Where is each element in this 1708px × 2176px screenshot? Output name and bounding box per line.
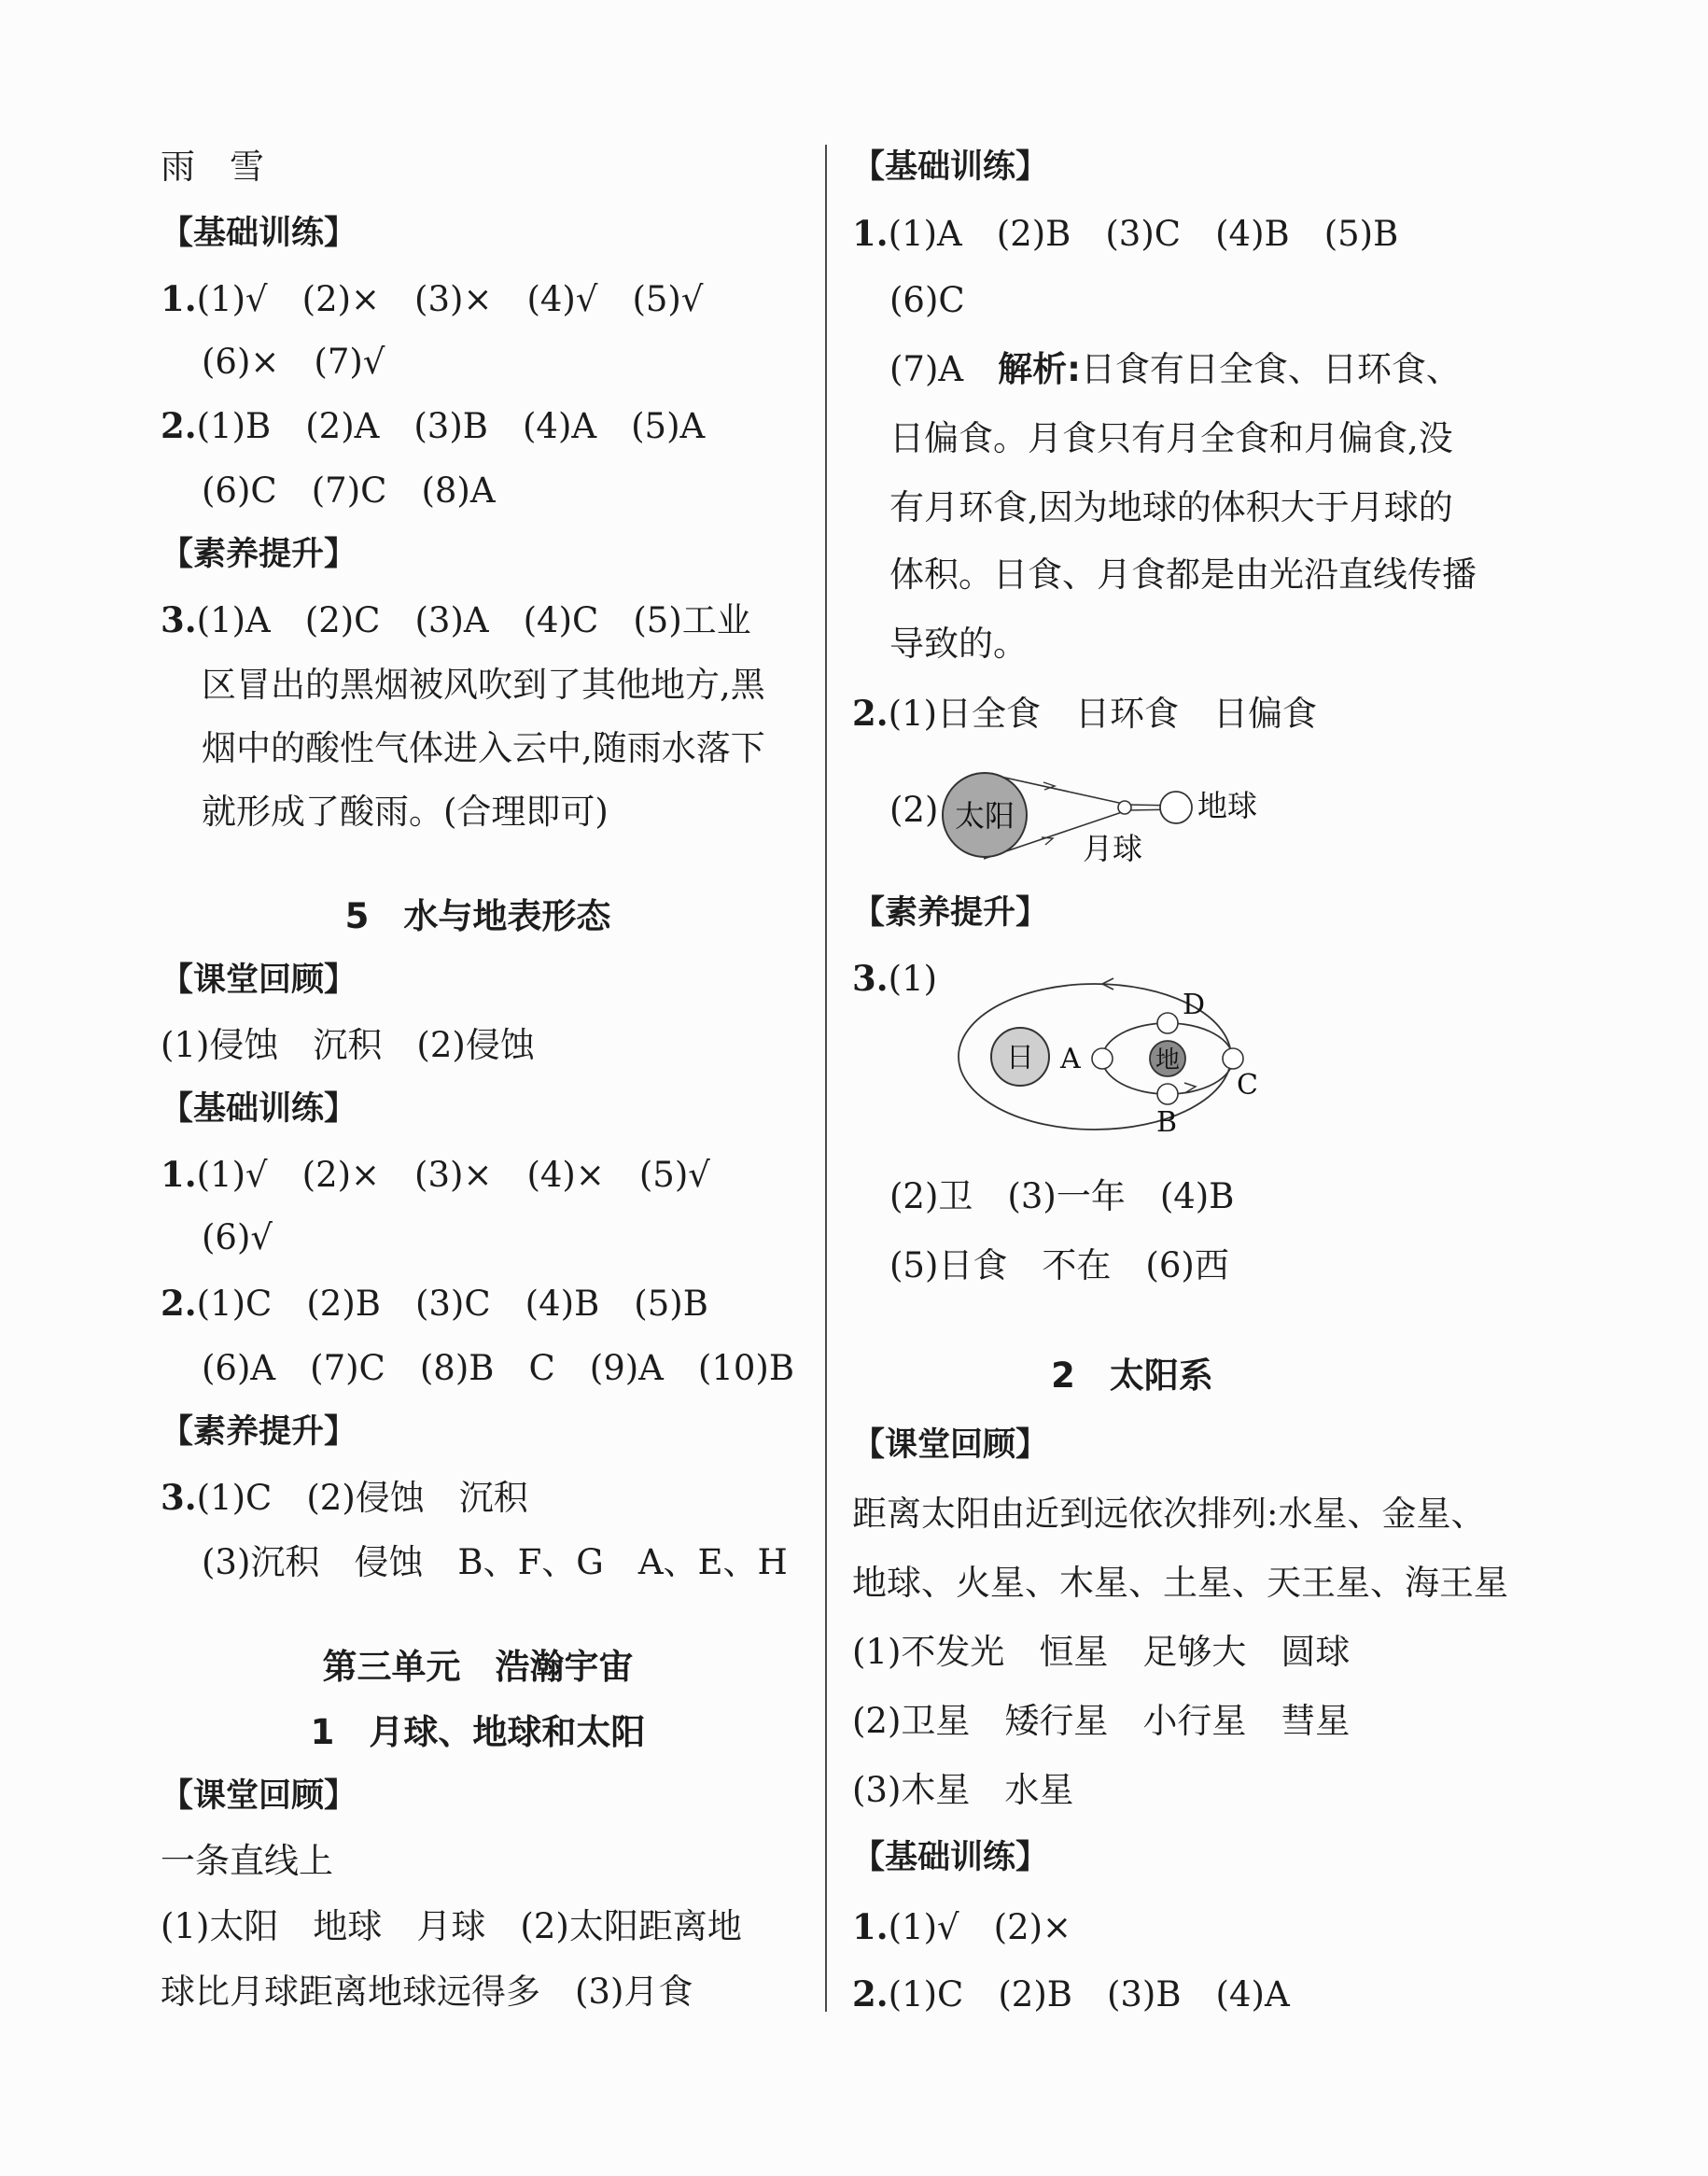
section-label: 【基础训练】 <box>852 1839 1049 1876</box>
answer-line: (3)沉积 侵蚀 B、F、G A、E、H <box>202 1542 788 1582</box>
answer-text: (1)日全食 日环食 日偏食 <box>888 694 1318 734</box>
answer-line: (6)√ <box>202 1217 273 1257</box>
answer-line <box>161 1152 710 1197</box>
section-label: 【课堂回顾】 <box>852 1426 1049 1464</box>
question-number: 1. <box>852 1906 889 1947</box>
answer-line: 区冒出的黑烟被风吹到了其他地方,黑 <box>202 665 765 705</box>
question-number: 3. <box>161 599 197 640</box>
answer-line: (3)木星 水星 <box>852 1770 1074 1810</box>
answer-line <box>852 956 937 1001</box>
question-number: 2. <box>852 693 889 734</box>
answer-line: (1)不发光 恒星 足够大 圆球 <box>852 1632 1351 1672</box>
answer-line: (5)日食 不在 (6)西 <box>889 1245 1229 1285</box>
section-label: 【课堂回顾】 <box>161 1777 357 1815</box>
answer-line <box>852 211 1398 256</box>
answer-text: (1)√ (2)× (3)× (4)× (5)√ <box>196 1155 710 1195</box>
unit-heading: 第三单元 浩瀚宇宙 <box>322 1647 634 1687</box>
moon-position-b <box>1157 1084 1178 1104</box>
section-label: 【课堂回顾】 <box>161 962 357 999</box>
answer-text: (1)√ (2)× <box>888 1907 1072 1947</box>
question-number: 1. <box>161 1154 197 1195</box>
answer-text: (1)C (2)侵蚀 沉积 <box>196 1478 528 1518</box>
lesson-heading: 2 太阳系 <box>1051 1355 1213 1396</box>
answer-line <box>161 403 705 448</box>
lesson-heading: 5 水与地表形态 <box>344 896 611 936</box>
answer-line: (1)侵蚀 沉积 (2)侵蚀 <box>161 1025 535 1065</box>
answer-line <box>161 1281 708 1326</box>
earth-circle <box>1160 792 1192 823</box>
answer-line <box>161 1475 528 1520</box>
answer-line: (6)× (7)√ <box>202 342 385 382</box>
answer-text: (1)√ (2)× (3)× (4)√ (5)√ <box>196 279 704 319</box>
answer-line: (6)C (7)C (8)A <box>202 470 496 511</box>
moon-circle <box>1118 801 1131 814</box>
answer-text: (7)A <box>889 349 999 389</box>
answer-line: 日偏食。月食只有月全食和月偏食,没 <box>889 418 1453 458</box>
section-label: 【基础训练】 <box>852 148 1049 186</box>
answer-text: (1)A (2)C (3)A (4)C (5)工业 <box>196 600 751 640</box>
question-number: 2. <box>161 405 197 446</box>
question-number: 2. <box>852 1973 889 2015</box>
section-label: 【素养提升】 <box>161 1413 357 1451</box>
answer-text: (1)C (2)B (3)B (4)A <box>888 1974 1290 2015</box>
question-number: 2. <box>161 1283 197 1324</box>
answer-line: 导致的。 <box>889 624 1028 664</box>
answer-line: 一条直线上 <box>161 1841 333 1881</box>
position-label: B <box>1156 1106 1178 1139</box>
sun-label: 太阳 <box>954 798 1015 834</box>
answer-line: 就形成了酸雨。(合理即可) <box>202 792 609 832</box>
moon-position-c <box>1223 1048 1243 1069</box>
question-number: 1. <box>161 278 197 319</box>
answer-line <box>889 347 1461 392</box>
answer-line: 烟中的酸性气体进入云中,随雨水落下 <box>202 728 765 768</box>
answer-text: (1)C (2)B (3)C (4)B (5)B <box>196 1284 708 1324</box>
answer-line: 体积。日食、月食都是由光沿直线传播 <box>889 555 1477 595</box>
section-label: 【素养提升】 <box>852 894 1049 932</box>
question-number: 1. <box>852 213 889 254</box>
section-label: 【素养提升】 <box>161 536 357 573</box>
answer-line: (6)C <box>889 280 965 320</box>
answer-line: 球比月球距离地球远得多 (3)月食 <box>161 1972 693 2012</box>
earth-label: 地 <box>1155 1046 1181 1074</box>
moon-position-d <box>1157 1013 1178 1033</box>
answer-line <box>161 597 751 642</box>
earth-label: 地球 <box>1197 788 1258 823</box>
answer-text: (1)A (2)B (3)C (4)B (5)B <box>888 214 1399 254</box>
position-label: C <box>1237 1069 1258 1102</box>
analysis-label: 解析: <box>998 349 1081 389</box>
question-number: 3. <box>852 958 889 999</box>
answer-line <box>852 1972 1290 2016</box>
answer-line: 距离太阳由近到远依次排列:水星、金星、 <box>852 1494 1486 1534</box>
answer-line: (2)卫 (3)一年 (4)B <box>889 1176 1235 1216</box>
section-label: 【基础训练】 <box>161 215 357 252</box>
lesson-heading: 1 月球、地球和太阳 <box>310 1712 646 1752</box>
answer-line <box>852 691 1317 736</box>
answer-line: (2)卫星 矮行星 小行星 彗星 <box>852 1701 1351 1741</box>
moon-label: 月球 <box>1083 831 1143 866</box>
moon-position-a <box>1092 1048 1113 1069</box>
answer-line: (6)A (7)C (8)B C (9)A (10)B <box>202 1348 795 1388</box>
answer-line: 地球、火星、木星、土星、天王星、海王星 <box>852 1563 1508 1603</box>
solar-eclipse-diagram <box>941 764 1295 866</box>
column-divider <box>825 145 827 2012</box>
answer-line: (1)太阳 地球 月球 (2)太阳距离地 <box>161 1906 742 1946</box>
answer-text: (1)B (2)A (3)B (4)A (5)A <box>196 406 706 446</box>
answer-line <box>852 1904 1071 1949</box>
sun-label: 日 <box>1006 1042 1034 1074</box>
answer-line: 雨 雪 <box>161 147 264 187</box>
answer-line: (2) <box>889 790 939 830</box>
question-number: 3. <box>161 1477 197 1518</box>
position-label: D <box>1183 989 1206 1021</box>
answer-text: (1) <box>888 959 938 999</box>
answer-line: 有月环食,因为地球的体积大于月球的 <box>889 487 1453 527</box>
answer-line <box>161 276 703 321</box>
position-label: A <box>1060 1043 1081 1075</box>
section-label: 【基础训练】 <box>161 1090 357 1128</box>
orbit-diagram <box>945 971 1263 1139</box>
answer-text: 日食有日全食、日环食、 <box>1080 349 1461 389</box>
